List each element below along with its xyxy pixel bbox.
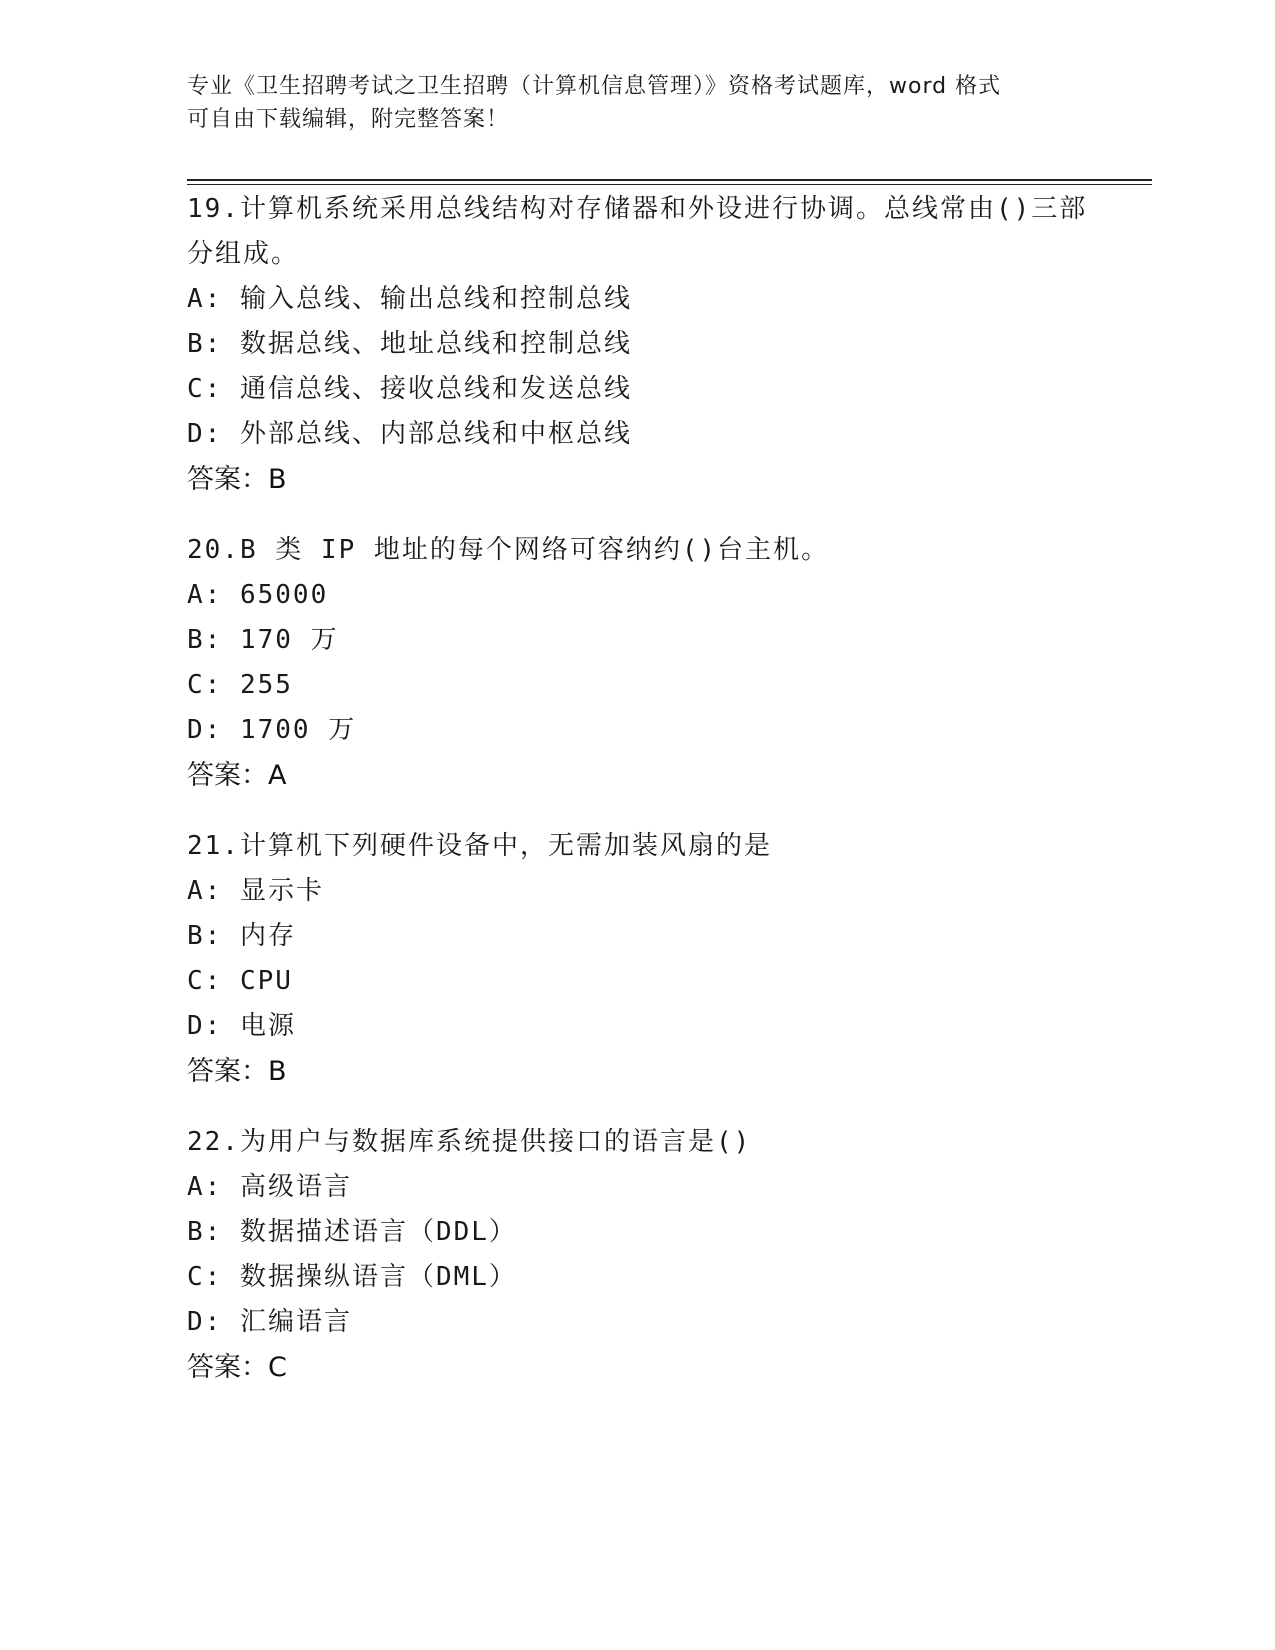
header-divider-thin: [187, 184, 1152, 185]
option-b: B: 数据总线、地址总线和控制总线: [187, 329, 632, 359]
option-d: D: 电源: [187, 1011, 296, 1041]
question-text: 22.为用户与数据库系统提供接口的语言是(): [187, 1127, 752, 1157]
option-b: B: 数据描述语言（DDL）: [187, 1217, 517, 1247]
answer: 答案：B: [187, 1056, 287, 1087]
option-d: D: 外部总线、内部总线和中枢总线: [187, 419, 632, 449]
option-c: C: 255: [187, 670, 293, 700]
option-d: D: 1700 万: [187, 715, 357, 745]
question-text: 19.计算机系统采用总线结构对存储器和外设进行协调。总线常由()三部分组成。: [187, 194, 1088, 269]
option-a: A: 显示卡: [187, 876, 324, 906]
question-22: [187, 1120, 1107, 1390]
option-a: A: 65000: [187, 580, 329, 610]
header-divider-thick: [187, 179, 1152, 181]
answer: 答案：C: [187, 1352, 287, 1383]
option-a: A: 高级语言: [187, 1172, 352, 1202]
option-c: C: 通信总线、接收总线和发送总线: [187, 374, 632, 404]
question-list: [187, 187, 1107, 1416]
document-header: [187, 70, 1087, 136]
question-21: [187, 824, 1107, 1094]
question-text: 20.B 类 IP 地址的每个网络可容纳约()台主机。: [187, 535, 830, 565]
option-c: C: 数据操纵语言（DML）: [187, 1262, 517, 1292]
question-text: 21.计算机下列硬件设备中，无需加装风扇的是: [187, 831, 772, 861]
header-line-2: 可自由下载编辑，附完整答案！: [187, 107, 510, 132]
question-19: [187, 187, 1107, 502]
option-a: A: 输入总线、输出总线和控制总线: [187, 284, 632, 314]
option-b: B: 170 万: [187, 625, 339, 655]
option-b: B: 内存: [187, 921, 296, 951]
header-line-1: 专业《卫生招聘考试之卫生招聘（计算机信息管理）》资格考试题库，word 格式: [187, 74, 1002, 99]
answer: 答案：A: [187, 760, 287, 791]
answer: 答案：B: [187, 464, 287, 495]
question-20: [187, 528, 1107, 798]
option-d: D: 汇编语言: [187, 1307, 352, 1337]
option-c: C: CPU: [187, 966, 293, 996]
